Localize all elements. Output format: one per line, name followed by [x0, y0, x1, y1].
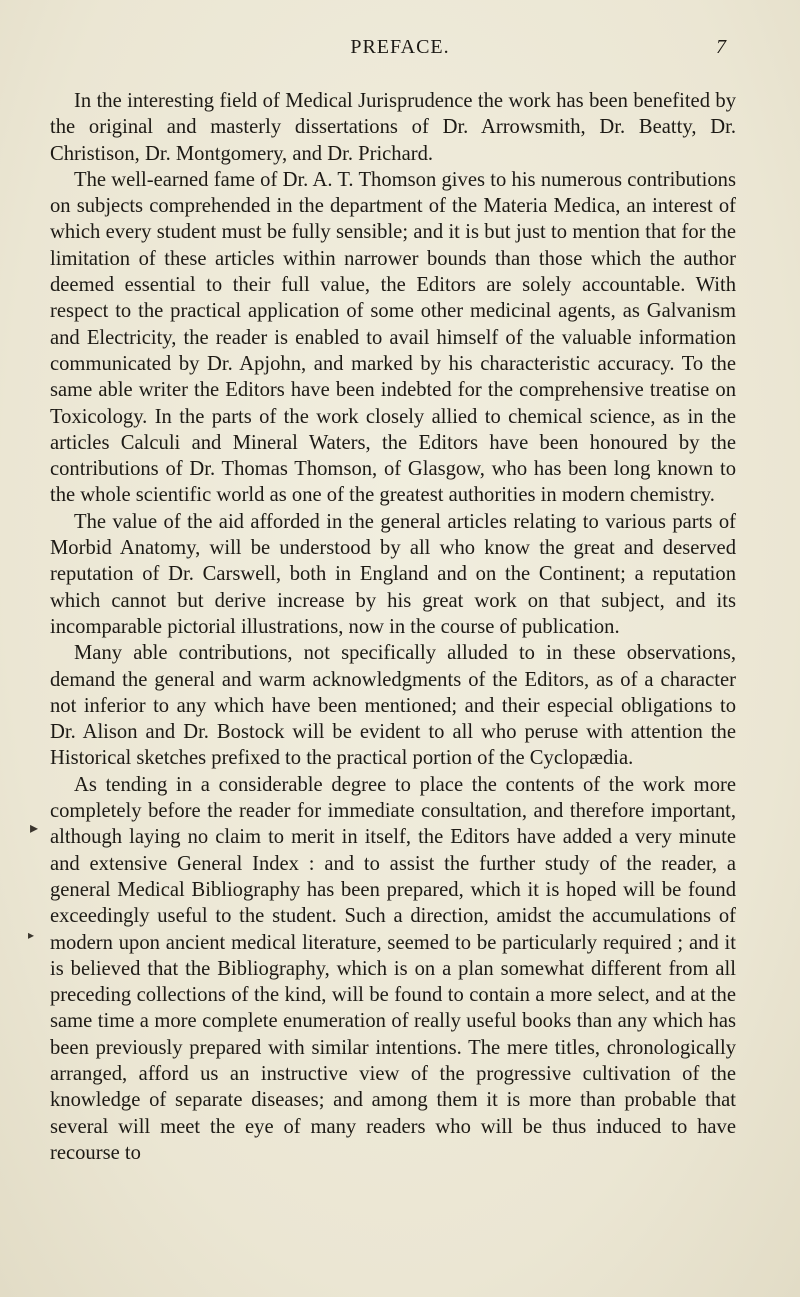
paragraph-medical-jurisprudence: In the interesting field of Medical Jurisprudence the work has been benefited by the original and masterly dissertations of Dr. Arrowsmith, Dr. Beatty, Dr. Christison, Dr. Montgomery, and Dr. Prichard. — [50, 90, 736, 165]
margin-mark: ▸ — [28, 928, 35, 942]
paragraph-contributions: Many able contributions, not specifically alluded to in these observations, demand the general and warm acknowledgments of the Editors, as of a character not inferior to any which have been mentioned; and their especial obligations to Dr. Alison and Dr. Bostock will be evident to all who peruse with attention the Historical sketches prefixed to the practical portion of the Cyclopædia. — [50, 642, 736, 770]
running-title: PREFACE. — [350, 36, 450, 58]
body-text — [50, 88, 736, 1166]
paragraph-materia-medica: The well-earned fame of Dr. A. T. Thomson gives to his numerous contributions on subjects comprehended in the department of the Materia Medica, an interest of which every student must be fully sensible; and it is but just to mention that for the limitation of these articles within narrower bounds than those which the author deemed essential to their full value, the Editors are solely accountable. With respect to the practical application of some other medicinal agents, as Galvanism and Electricity, the reader is enabled to avail himself of the valuable information communicated by Dr. Apjohn, and marked by his characteristic accuracy. To the same able writer the Editors have been indebted for the comprehensive treatise on Toxicology. In the parts of the work closely allied to chemical science, as in the articles Calculi and Mineral Waters, the Editors have been honoured by the contributions of Dr. Thomas Thomson, of Glasgow, who has been long known to the whole scientific world as one of the greatest authorities in modern chemistry. — [50, 168, 736, 507]
paragraph-index-bibliography: As tending in a considerable degree to place the contents of the work more completely before the reader for immediate consultation, and therefore important, although laying no claim to merit in itself, the Editors have added a very minute and extensive General Index : and to assist the further study of the reader, a general Medical Bibliography has been prepared, which it is hoped will be found exceedingly useful to the student. Such a direction, amidst the accumulations of modern upon ancient medical literature, seemed to be particularly required ; and it is believed that the Bibliography, which is on a plan somewhat different from all preceding collections of the kind, will be found to contain a more select, and at the same time a more complete enumeration of really useful books than any which has been previously prepared with similar intentions. The mere titles, chronologically arranged, afford us an instructive view of the progressive cultivation of the knowledge of separate diseases; and among them it is more than probable that several will meet the eye of many readers who will be thus induced to have recourse to — [50, 773, 736, 1164]
margin-mark: ▸ — [30, 820, 39, 837]
paragraph-morbid-anatomy: The value of the aid afforded in the general articles relating to various parts of Morbid Anatomy, will be understood by all who know the great and deserved reputation of Dr. Carswell, both in England and on the Continent; a reputation which cannot but derive increase by his great work on that subject, and its incomparable pictorial illustrations, now in the course of publication. — [50, 510, 736, 638]
running-head — [0, 34, 800, 62]
page-number: 7 — [716, 36, 726, 58]
